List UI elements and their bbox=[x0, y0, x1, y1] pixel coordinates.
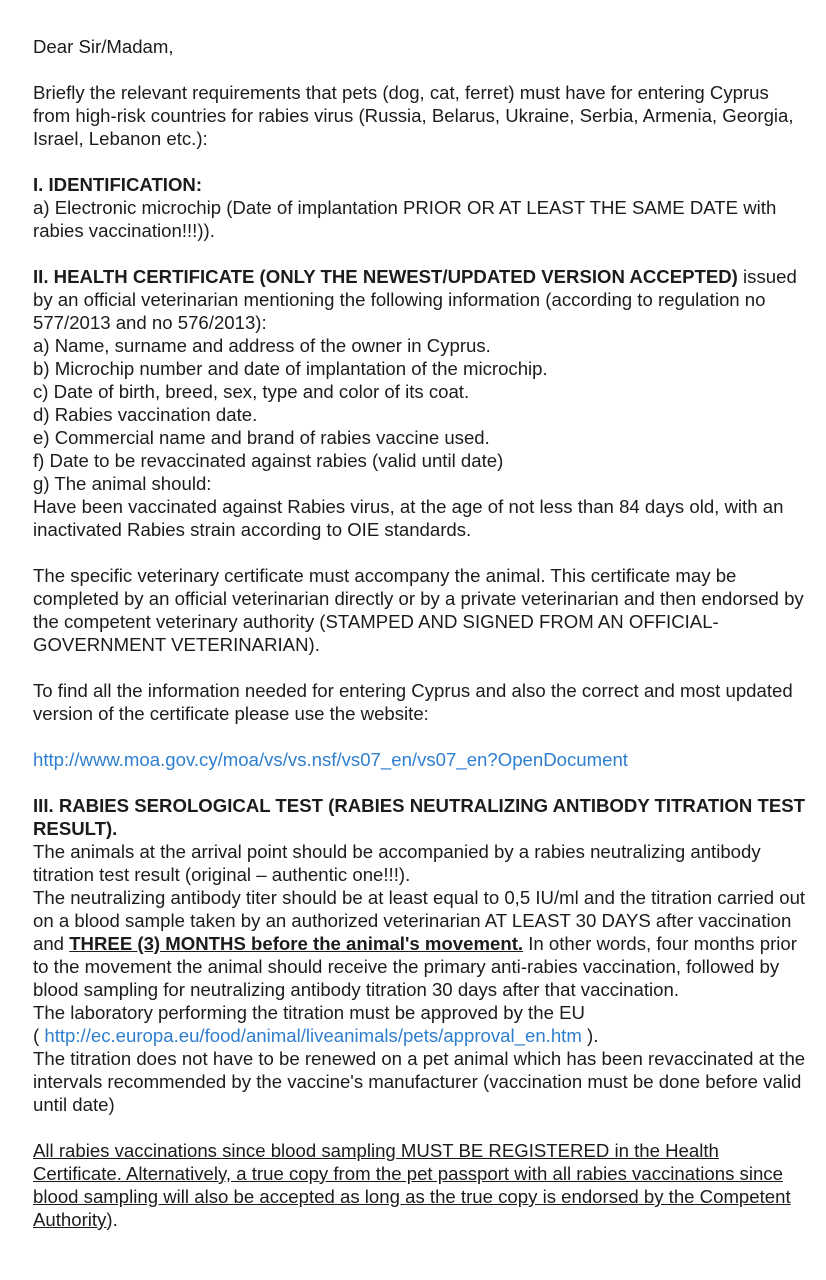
health-item-g: g) The animal should: bbox=[33, 473, 212, 494]
renew-paragraph: The titration does not have to be renewed on a pet animal which has been revaccinated at the intervals recommended by the vaccine's manufacturer (vaccination must be done before valid until date) bbox=[33, 1048, 806, 1115]
health-item-c: c) Date of birth, breed, sex, type and color of its coat. bbox=[33, 381, 470, 402]
registered-note-paragraph bbox=[33, 1139, 806, 1231]
health-certificate-intro bbox=[33, 265, 806, 334]
titer-text-after: In other words, four months prior to the movement the animal should receive the primary anti-rabies vaccination, followed by blood sampling for neutralizing antibody titration 30 days after that vaccination. bbox=[33, 933, 797, 1000]
certificate-paragraph: The specific veterinary certificate must accompany the animal. This certificate may be completed by an official veterinarian directly or by a private veterinarian and then endorsed by the competent veterinary authority (STAMPED AND SIGNED FROM AN OFFICIAL-GOVERNMENT VETERINARIAN). bbox=[33, 565, 804, 655]
titer-emphasis: THREE (3) MONTHS before the animal's movement. bbox=[69, 933, 524, 954]
registered-note-end: ). bbox=[106, 1209, 118, 1230]
section-identification-heading bbox=[33, 173, 806, 196]
website-link-line bbox=[33, 748, 806, 771]
serology-heading-text: III. RABIES SEROLOGICAL TEST (RABIES NEUTRALIZING ANTIBODY TITRATION TEST RESULT). bbox=[33, 795, 806, 839]
intro-paragraph: Briefly the relevant requirements that pets (dog, cat, ferret) must have for entering Cyprus from high-risk countries for rabies virus (Russia, Belarus, Ukraine, Serbia, Armenia, Georgia, Israel, Lebanon etc.): bbox=[33, 82, 794, 149]
accompany-paragraph: The animals at the arrival point should be accompanied by a rabies neutralizing antibody titration test result (original – authentic one!!!). bbox=[33, 841, 761, 885]
moa-website-link[interactable]: http://www.moa.gov.cy/moa/vs/vs.nsf/vs07_en/vs07_en?OpenDocument bbox=[33, 749, 628, 770]
eu-approval-link[interactable]: http://ec.europa.eu/food/animal/liveanimals/pets/approval_en.htm bbox=[44, 1025, 582, 1046]
animal-vaccination-text: Have been vaccinated against Rabies virus, at the age of not less than 84 days old, with an inactivated Rabies strain according to OIE standards. bbox=[33, 496, 784, 540]
health-item-a: a) Name, surname and address of the owner in Cyprus. bbox=[33, 335, 491, 356]
health-certificate-heading-tail: issued by an official veterinarian mentioning the following information (according to regulation no 577/2013 and no 576/2013): bbox=[33, 266, 797, 333]
identification-item-a: a) Electronic microchip (Date of implantation PRIOR OR AT LEAST THE SAME DATE with rabies vaccination!!!)). bbox=[33, 197, 777, 241]
titer-text-before: The neutralizing antibody titer should be at least equal to 0,5 IU/ml and the titration carried out on a blood sample taken by an authorized veterinarian AT LEAST 30 DAYS after vaccination and bbox=[33, 887, 806, 954]
lab-link-line bbox=[33, 1024, 806, 1047]
health-item-d: d) Rabies vaccination date. bbox=[33, 404, 258, 425]
titer-paragraph bbox=[33, 886, 806, 1001]
health-certificate-heading: II. HEALTH CERTIFICATE (ONLY THE NEWEST/UPDATED VERSION ACCEPTED) bbox=[33, 266, 738, 287]
health-item-f: f) Date to be revaccinated against rabies (valid until date) bbox=[33, 450, 504, 471]
identification-heading-text: I. IDENTIFICATION: bbox=[33, 174, 203, 195]
health-item-e: e) Commercial name and brand of rabies vaccine used. bbox=[33, 427, 490, 448]
greeting: Dear Sir/Madam, bbox=[33, 36, 174, 57]
section-serology-heading bbox=[33, 794, 806, 840]
lab-paren-close: ). bbox=[581, 1025, 599, 1046]
registered-note-text: All rabies vaccinations since blood sampling MUST BE REGISTERED in the Health Certificate. Alternatively, a true copy from the pet passport with all rabies vaccinations since blood sampling will also be accepted as long as the true copy is endorsed by the Competent Authority bbox=[33, 1140, 791, 1230]
health-item-b: b) Microchip number and date of implantation of the microchip. bbox=[33, 358, 548, 379]
lab-paren-open: ( bbox=[33, 1025, 45, 1046]
find-info-paragraph: To find all the information needed for entering Cyprus and also the correct and most updated version of the certificate please use the website: bbox=[33, 680, 793, 724]
lab-paragraph: The laboratory performing the titration must be approved by the EU bbox=[33, 1002, 585, 1023]
